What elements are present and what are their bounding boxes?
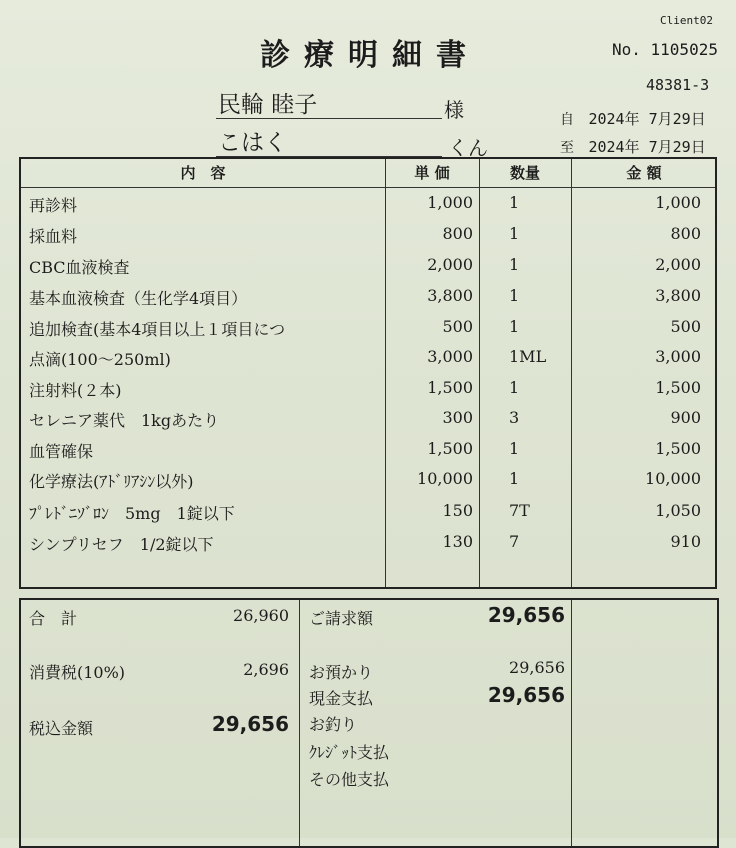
item-amount: 900: [670, 408, 701, 427]
item-name: CBC血液検査: [29, 258, 130, 277]
item-qty: 1: [509, 439, 520, 458]
item-price: 1,500: [427, 439, 473, 458]
owner-honorific: 様: [444, 98, 464, 122]
item-amount: 1,050: [655, 501, 701, 520]
subtotal-value: 26,960: [233, 606, 289, 625]
table-row: [21, 374, 715, 404]
item-qty: 1: [509, 224, 520, 243]
tax-value: 2,696: [243, 660, 289, 679]
date-from-row: [560, 108, 716, 129]
pet-name: こはく: [218, 130, 287, 156]
item-price: 1,000: [427, 193, 473, 212]
item-price: 3,800: [427, 286, 473, 305]
item-qty: 3: [509, 408, 520, 427]
other-payment-label: その他支払: [309, 770, 390, 789]
item-qty: 1: [509, 378, 520, 397]
item-qty: 1: [509, 193, 520, 212]
header-amount: 金 額: [626, 164, 662, 182]
item-price: 150: [442, 501, 473, 520]
table-row: [21, 465, 715, 495]
item-amount: 500: [670, 317, 701, 336]
item-name: 注射料(２本): [29, 381, 122, 400]
item-price: 500: [442, 317, 473, 336]
table-row: [21, 282, 715, 312]
totals-divider: [299, 600, 300, 846]
item-price: 130: [442, 532, 473, 551]
item-amount: 3,800: [655, 286, 701, 305]
header-unit-price: 単 価: [414, 164, 450, 182]
item-qty: 1ML: [509, 347, 547, 366]
item-price: 1,500: [427, 378, 473, 397]
table-row: [21, 497, 715, 527]
table-row: [21, 220, 715, 250]
item-qty: 7T: [509, 501, 530, 520]
total-incl-value: 29,656: [211, 712, 289, 736]
header-divider: [21, 187, 715, 188]
items-table: [19, 157, 717, 589]
item-qty: 1: [509, 255, 520, 274]
client-id: Client02: [660, 14, 713, 27]
item-qty: 1: [509, 469, 520, 488]
cash-value: 29,656: [487, 683, 565, 707]
date-to-row: [560, 136, 716, 157]
item-name: 基本血液検査（生化学4項目）: [29, 289, 248, 308]
item-name: セレニア薬代 1kgあたり: [29, 411, 220, 430]
item-price: 10,000: [417, 469, 473, 488]
total-incl-label: 税込金額: [29, 719, 94, 738]
item-amount: 10,000: [645, 469, 701, 488]
document-subnumber: 48381-3: [646, 76, 710, 94]
cash-label: 現金支払: [309, 689, 374, 708]
item-name: シンプリセフ 1/2錠以下: [29, 535, 214, 554]
totals-table: [19, 598, 719, 848]
item-amount: 910: [670, 532, 701, 551]
item-qty: 7: [509, 532, 520, 551]
table-row: [21, 528, 715, 558]
table-row: [21, 313, 715, 343]
item-amount: 1,500: [655, 439, 701, 458]
subtotal-label: 合 計: [29, 609, 78, 628]
date-to-value: 2024年 7月29日: [588, 138, 706, 156]
document-title: 診療明細書: [260, 38, 480, 73]
item-price: 3,000: [427, 347, 473, 366]
date-to-label: 至: [560, 140, 574, 156]
item-name: 再診料: [29, 196, 78, 215]
billed-label: ご請求額: [309, 609, 374, 628]
item-price: 800: [442, 224, 473, 243]
table-row: [21, 343, 715, 373]
date-from-value: 2024年 7月29日: [588, 110, 706, 128]
item-amount: 3,000: [655, 347, 701, 366]
owner-name: 民輪 睦子: [218, 92, 318, 118]
item-name: 採血料: [29, 227, 78, 246]
pet-honorific: くん: [448, 136, 488, 160]
item-amount: 1,000: [655, 193, 701, 212]
header-content: 内 容: [180, 164, 226, 182]
item-amount: 1,500: [655, 378, 701, 397]
tax-label: 消費税(10%): [29, 663, 126, 682]
credit-label: ｸﾚｼﾞｯﾄ支払: [309, 743, 390, 762]
item-qty: 1: [509, 286, 520, 305]
item-price: 300: [442, 408, 473, 427]
item-name: 点滴(100～250ml): [29, 350, 171, 369]
deposit-value: 29,656: [509, 658, 565, 677]
totals-divider: [571, 600, 572, 846]
table-row: [21, 189, 715, 219]
item-qty: 1: [509, 317, 520, 336]
item-name: 追加検査(基本4項目以上１項目につ: [29, 320, 286, 339]
item-name: ﾌﾟﾚﾄﾞﾆｿﾞﾛﾝ 5mg 1錠以下: [29, 504, 235, 523]
table-row: [21, 435, 715, 465]
table-row: [21, 404, 715, 434]
billed-value: 29,656: [487, 603, 565, 627]
header-quantity: 数量: [509, 164, 540, 182]
table-row: [21, 251, 715, 281]
change-label: お釣り: [309, 715, 358, 734]
item-amount: 2,000: [655, 255, 701, 274]
item-name: 血管確保: [29, 442, 94, 461]
item-amount: 800: [670, 224, 701, 243]
item-price: 2,000: [427, 255, 473, 274]
deposit-label: お預かり: [309, 663, 374, 682]
date-from-label: 自: [560, 112, 574, 128]
document-number: No. 1105025: [612, 40, 718, 59]
item-name: 化学療法(ｱﾄﾞﾘｱｼﾝ以外): [29, 472, 194, 491]
